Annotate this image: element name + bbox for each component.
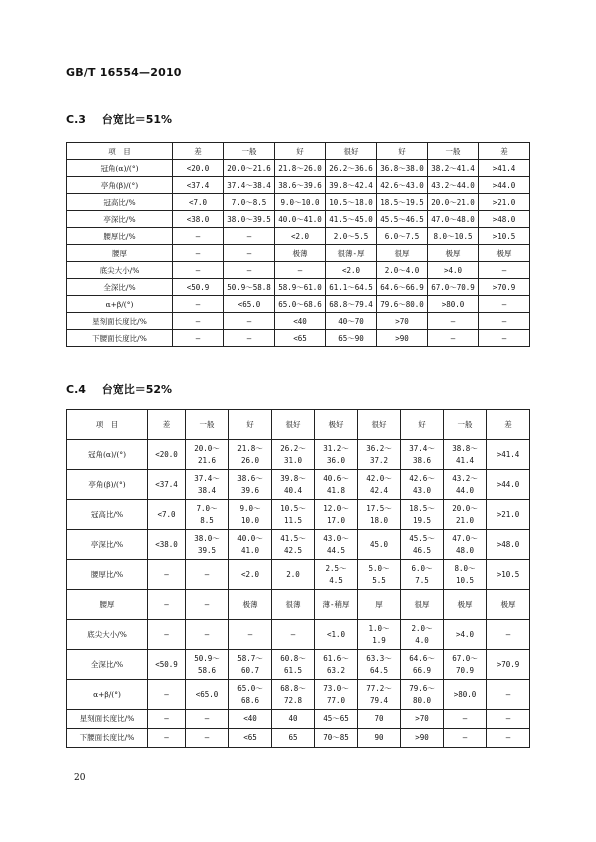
table-cell: >70.9 — [487, 650, 530, 680]
table-cell: >80.0 — [428, 296, 479, 313]
row-label: 底尖大小/% — [67, 620, 148, 650]
table-cell: >70 — [401, 710, 444, 729]
table-cell: 58.7～ 60.7 — [229, 650, 272, 680]
table-cell: — — [186, 710, 229, 729]
table-cell: <38.0 — [148, 530, 186, 560]
table-cell: 65 — [272, 729, 315, 748]
table-cell: <65 — [275, 330, 326, 347]
table-cell: 79.6～80.0 — [377, 296, 428, 313]
table-cell: 40.6～ 41.8 — [315, 470, 358, 500]
table-cell: — — [186, 560, 229, 590]
header-cell: 好 — [377, 143, 428, 160]
table-cell: — — [487, 729, 530, 748]
table-cell: 很厚 — [377, 245, 428, 262]
table-cell: — — [275, 262, 326, 279]
table-cell: — — [173, 228, 224, 245]
section-c3-heading — [66, 111, 172, 127]
table-cell: 73.0～ 77.0 — [315, 680, 358, 710]
table-cell: 58.9～61.0 — [275, 279, 326, 296]
table-cell: <7.0 — [148, 500, 186, 530]
table-row — [67, 729, 530, 748]
table-row — [67, 160, 530, 177]
table-header-row — [67, 410, 530, 440]
table-cell: — — [479, 296, 530, 313]
table-cell: 很厚 — [401, 590, 444, 620]
table-cell: 9.0～ 10.0 — [229, 500, 272, 530]
table-cell: — — [428, 330, 479, 347]
table-cell: >4.0 — [428, 262, 479, 279]
table-cell: 6.0～ 7.5 — [401, 560, 444, 590]
row-label: 下腰面长度比/% — [67, 330, 173, 347]
table-cell: — — [428, 313, 479, 330]
table-row — [67, 211, 530, 228]
table-cell: 31.2～ 36.0 — [315, 440, 358, 470]
header-cell: 好 — [401, 410, 444, 440]
table-cell: 64.6～66.9 — [377, 279, 428, 296]
table-cell: 20.0～ 21.0 — [444, 500, 487, 530]
table-cell: 7.0～8.5 — [224, 194, 275, 211]
header-cell: 很好 — [272, 410, 315, 440]
table-cell: 8.0～ 10.5 — [444, 560, 487, 590]
table-row — [67, 228, 530, 245]
table-cell: 47.0～ 48.0 — [444, 530, 487, 560]
table-cell: 38.0～39.5 — [224, 211, 275, 228]
table-cell: 40.0～41.0 — [275, 211, 326, 228]
table-cell: — — [148, 620, 186, 650]
table-cell: 43.2～44.0 — [428, 177, 479, 194]
table-cell: 37.4～ 38.6 — [401, 440, 444, 470]
table-cell: >48.0 — [479, 211, 530, 228]
row-label: 亭深比/% — [67, 530, 148, 560]
table-cell: >48.0 — [487, 530, 530, 560]
table-cell: >70.9 — [479, 279, 530, 296]
table-cell: 42.6～ 43.0 — [401, 470, 444, 500]
table-cell: 1.0～ 1.9 — [358, 620, 401, 650]
table-cell: — — [487, 710, 530, 729]
table-cell: — — [487, 680, 530, 710]
table-cell: 薄-稍厚 — [315, 590, 358, 620]
table-cell: 64.6～ 66.9 — [401, 650, 444, 680]
table-cell: — — [173, 330, 224, 347]
table-cell: 40.0～ 41.0 — [229, 530, 272, 560]
row-label: 亭角(β)/(°) — [67, 470, 148, 500]
table-cell: 45.5～46.5 — [377, 211, 428, 228]
header-cell: 一般 — [186, 410, 229, 440]
table-cell: — — [173, 313, 224, 330]
header-cell: 差 — [479, 143, 530, 160]
table-cell: <50.9 — [173, 279, 224, 296]
header-cell: 差 — [148, 410, 186, 440]
table-cell: 10.5～ 11.5 — [272, 500, 315, 530]
table-row — [67, 590, 530, 620]
table-cell: <50.9 — [148, 650, 186, 680]
table-cell: 5.0～ 5.5 — [358, 560, 401, 590]
table-cell: 43.0～ 44.5 — [315, 530, 358, 560]
table-cell: 很薄-厚 — [326, 245, 377, 262]
section-title: 台宽比＝52% — [101, 383, 173, 396]
header-cell: 一般 — [224, 143, 275, 160]
row-label: 星刻面长度比/% — [67, 313, 173, 330]
table-cell: 65～90 — [326, 330, 377, 347]
section-c4-heading — [66, 381, 172, 397]
page-number: 20 — [74, 773, 86, 783]
row-label: 冠高比/% — [67, 194, 173, 211]
table-cell: 45.5～ 46.5 — [401, 530, 444, 560]
row-label: 全深比/% — [67, 279, 173, 296]
header-cell: 项 目 — [67, 143, 173, 160]
table-cell: 90 — [358, 729, 401, 748]
table-cell: >90 — [401, 729, 444, 748]
table-cell: 63.3～ 64.5 — [358, 650, 401, 680]
table-row — [67, 279, 530, 296]
table-cell: — — [148, 729, 186, 748]
table-cell: 60.8～ 61.5 — [272, 650, 315, 680]
table-cell: 极厚 — [444, 590, 487, 620]
table-cell: 39.8～42.4 — [326, 177, 377, 194]
table-cell: — — [173, 262, 224, 279]
table-cell: <40 — [275, 313, 326, 330]
table-cell: 42.6～43.0 — [377, 177, 428, 194]
table-cell: >41.4 — [479, 160, 530, 177]
table-cell: 17.5～ 18.0 — [358, 500, 401, 530]
table-cell: >41.4 — [487, 440, 530, 470]
table-cell: 21.8～26.0 — [275, 160, 326, 177]
table-cell: 50.9～ 58.6 — [186, 650, 229, 680]
table-cell: — — [444, 729, 487, 748]
table-row — [67, 194, 530, 211]
section-number: C.4 — [66, 383, 86, 396]
table-row — [67, 500, 530, 530]
table-cell: 2.0～4.0 — [377, 262, 428, 279]
standard-number: GB/T 16554—2010 — [66, 66, 182, 79]
table-cell: 极厚 — [479, 245, 530, 262]
table-cell: — — [224, 228, 275, 245]
table-cell: <65 — [229, 729, 272, 748]
table-cell: >21.0 — [487, 500, 530, 530]
table-cell: <37.4 — [173, 177, 224, 194]
table-cell: — — [444, 710, 487, 729]
header-cell: 项 目 — [67, 410, 148, 440]
table-header-row — [67, 143, 530, 160]
table-cell: — — [173, 296, 224, 313]
section-title: 台宽比＝51% — [101, 113, 173, 126]
table-cell: 39.8～ 40.4 — [272, 470, 315, 500]
section-number: C.3 — [66, 113, 86, 126]
row-label: 腰厚比/% — [67, 560, 148, 590]
table-cell: 77.2～ 79.4 — [358, 680, 401, 710]
header-cell: 好 — [275, 143, 326, 160]
table-cell: 38.6～ 39.6 — [229, 470, 272, 500]
row-label: α+β/(°) — [67, 296, 173, 313]
table-row — [67, 330, 530, 347]
table-cell: 41.5～ 42.5 — [272, 530, 315, 560]
table-cell: 50.9～58.8 — [224, 279, 275, 296]
table-cell: 极薄 — [229, 590, 272, 620]
table-cell: <2.0 — [326, 262, 377, 279]
table-cell: 38.8～ 41.4 — [444, 440, 487, 470]
row-label: 星刻面长度比/% — [67, 710, 148, 729]
table-cell: 6.0～7.5 — [377, 228, 428, 245]
table-cell: 65.0～68.6 — [275, 296, 326, 313]
table-cell: 61.1～64.5 — [326, 279, 377, 296]
table-cell: — — [186, 590, 229, 620]
table-cell: 65.0～ 68.6 — [229, 680, 272, 710]
header-cell: 极好 — [315, 410, 358, 440]
table-cell: <65.0 — [224, 296, 275, 313]
table-cell: <38.0 — [173, 211, 224, 228]
header-cell: 很好 — [326, 143, 377, 160]
table-row — [67, 262, 530, 279]
table-cell: — — [487, 620, 530, 650]
table-cell: 67.0～70.9 — [428, 279, 479, 296]
table-cell: >10.5 — [487, 560, 530, 590]
table-cell: — — [148, 710, 186, 729]
table-cell: — — [173, 245, 224, 262]
table-cell: 40 — [272, 710, 315, 729]
table-cell: 42.0～ 42.4 — [358, 470, 401, 500]
table-cell: <2.0 — [229, 560, 272, 590]
table-cell: 9.0～10.0 — [275, 194, 326, 211]
table-cell: 43.2～ 44.0 — [444, 470, 487, 500]
table-cell: 38.6～39.6 — [275, 177, 326, 194]
table-cell: — — [479, 313, 530, 330]
table-cell: 2.0～5.5 — [326, 228, 377, 245]
table-cell: 20.0～21.6 — [224, 160, 275, 177]
row-label: 冠角(α)/(°) — [67, 440, 148, 470]
table-cell: 2.0～ 4.0 — [401, 620, 444, 650]
header-cell: 很好 — [358, 410, 401, 440]
table-cell: — — [272, 620, 315, 650]
table-cell: >90 — [377, 330, 428, 347]
table-cell: — — [148, 680, 186, 710]
table-cell: 70 — [358, 710, 401, 729]
table-cell: <37.4 — [148, 470, 186, 500]
table-row — [67, 530, 530, 560]
table-cell: 37.4～38.4 — [224, 177, 275, 194]
header-cell: 差 — [173, 143, 224, 160]
table-cell: — — [224, 262, 275, 279]
table-row — [67, 710, 530, 729]
table-cell: 79.6～ 80.0 — [401, 680, 444, 710]
table-cell: <40 — [229, 710, 272, 729]
row-label: 底尖大小/% — [67, 262, 173, 279]
table-cell: <20.0 — [148, 440, 186, 470]
table-cell: 38.2～41.4 — [428, 160, 479, 177]
table-cell: 极薄 — [275, 245, 326, 262]
row-label: 亭深比/% — [67, 211, 173, 228]
table-cell: — — [224, 245, 275, 262]
table-cell: — — [148, 590, 186, 620]
table-cell: — — [229, 620, 272, 650]
row-label: α+β/(°) — [67, 680, 148, 710]
table-cell: <7.0 — [173, 194, 224, 211]
table-cell: 极厚 — [487, 590, 530, 620]
table-cell: — — [479, 330, 530, 347]
header-cell: 一般 — [444, 410, 487, 440]
table-cell: 45～65 — [315, 710, 358, 729]
table-cell: <20.0 — [173, 160, 224, 177]
table-cell: <1.0 — [315, 620, 358, 650]
table-cell: 45.0 — [358, 530, 401, 560]
row-label: 腰厚 — [67, 590, 148, 620]
table-cell: 21.8～ 26.0 — [229, 440, 272, 470]
table-cell: — — [186, 620, 229, 650]
table-cell: 极厚 — [428, 245, 479, 262]
header-cell: 一般 — [428, 143, 479, 160]
table-cell: <2.0 — [275, 228, 326, 245]
table-cell: 10.5～18.0 — [326, 194, 377, 211]
table-row — [67, 245, 530, 262]
table-cell: — — [224, 313, 275, 330]
table-cell: 7.0～ 8.5 — [186, 500, 229, 530]
row-label: 冠高比/% — [67, 500, 148, 530]
table-cell: — — [186, 729, 229, 748]
table-row — [67, 440, 530, 470]
table-row — [67, 620, 530, 650]
table-row — [67, 177, 530, 194]
table-cell: >70 — [377, 313, 428, 330]
table-cell: 70～85 — [315, 729, 358, 748]
table-cell: — — [148, 560, 186, 590]
table-cell: 20.0～21.0 — [428, 194, 479, 211]
grading-table-c4 — [66, 409, 530, 748]
table-cell: 47.0～48.0 — [428, 211, 479, 228]
header-cell: 好 — [229, 410, 272, 440]
table-cell: 18.5～19.5 — [377, 194, 428, 211]
table-cell: >4.0 — [444, 620, 487, 650]
table-cell: >10.5 — [479, 228, 530, 245]
table-cell: 26.2～36.6 — [326, 160, 377, 177]
table-cell: >44.0 — [479, 177, 530, 194]
table-cell: 厚 — [358, 590, 401, 620]
row-label: 亭角(β)/(°) — [67, 177, 173, 194]
row-label: 腰厚 — [67, 245, 173, 262]
table-cell: — — [479, 262, 530, 279]
table-cell: 18.5～ 19.5 — [401, 500, 444, 530]
table-cell: 20.0～ 21.6 — [186, 440, 229, 470]
row-label: 全深比/% — [67, 650, 148, 680]
table-cell: 2.5～ 4.5 — [315, 560, 358, 590]
row-label: 腰厚比/% — [67, 228, 173, 245]
table-row — [67, 313, 530, 330]
table-cell: 12.0～ 17.0 — [315, 500, 358, 530]
table-cell: 40～70 — [326, 313, 377, 330]
table-cell: 38.0～ 39.5 — [186, 530, 229, 560]
table-row — [67, 560, 530, 590]
table-row — [67, 296, 530, 313]
grading-table-c3 — [66, 142, 530, 347]
table-cell: 68.8～ 72.8 — [272, 680, 315, 710]
header-cell: 差 — [487, 410, 530, 440]
table-cell: >44.0 — [487, 470, 530, 500]
table-row — [67, 470, 530, 500]
table-cell: 68.8～79.4 — [326, 296, 377, 313]
table-row — [67, 680, 530, 710]
row-label: 下腰面长度比/% — [67, 729, 148, 748]
table-row — [67, 650, 530, 680]
table-cell: — — [224, 330, 275, 347]
table-cell: >80.0 — [444, 680, 487, 710]
table-cell: 26.2～ 31.0 — [272, 440, 315, 470]
table-cell: 36.8～38.0 — [377, 160, 428, 177]
table-cell: 61.6～ 63.2 — [315, 650, 358, 680]
table-cell: >21.0 — [479, 194, 530, 211]
table-cell: 67.0～ 70.9 — [444, 650, 487, 680]
table-cell: 很薄 — [272, 590, 315, 620]
table-cell: 2.0 — [272, 560, 315, 590]
table-cell: 36.2～ 37.2 — [358, 440, 401, 470]
table-cell: 8.0～10.5 — [428, 228, 479, 245]
table-cell: <65.0 — [186, 680, 229, 710]
table-cell: 41.5～45.0 — [326, 211, 377, 228]
table-cell: 37.4～ 38.4 — [186, 470, 229, 500]
row-label: 冠角(α)/(°) — [67, 160, 173, 177]
